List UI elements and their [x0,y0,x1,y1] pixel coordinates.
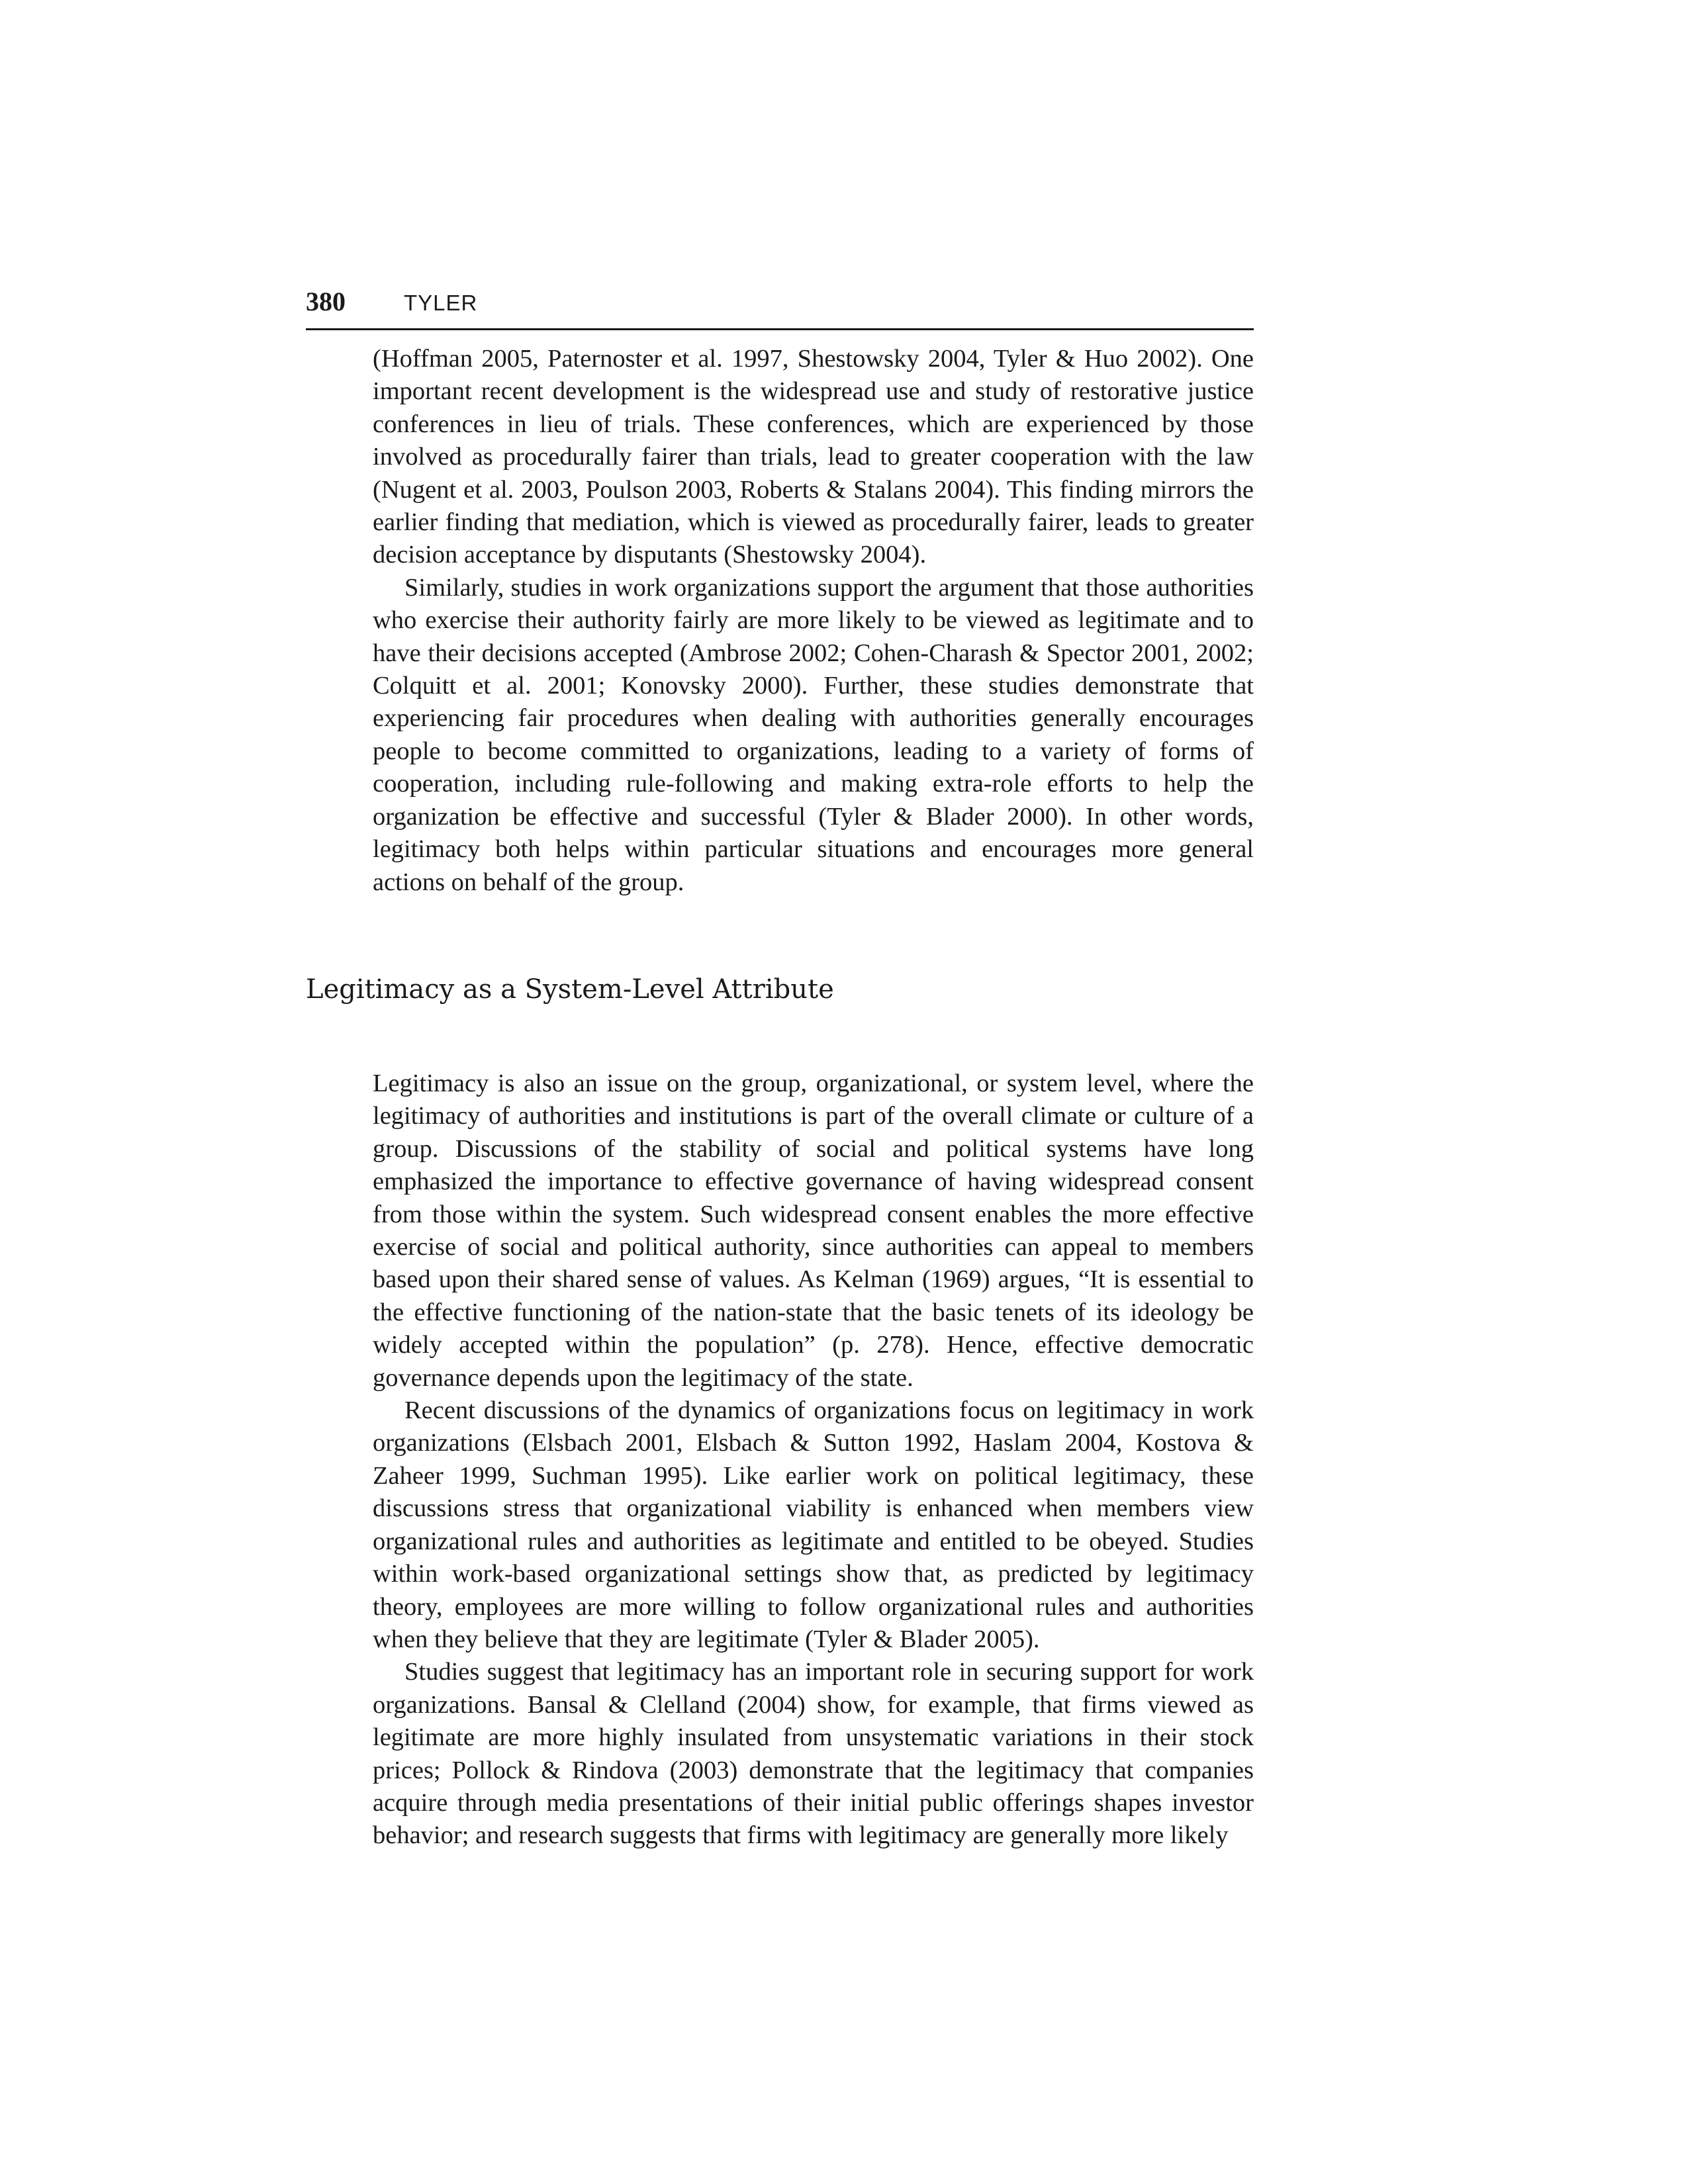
paragraph: Legitimacy is also an issue on the group, organizational, or system level, where the legitimacy of authorities and institutions is part of the overall climate or culture of a group. Discussions of the stability of social and political systems have long emphasized the importance to effective governance of having widespread consent from those within the system. Such widespread consent enables the more effective exercise of social and political authority, since authorities can appeal to members based upon their shared sense of values. As Kelman (1969) argues, “It is essential to the effective functioning of the nation-state that the basic tenets of its ideology be widely accepted within the population” (p. 278). Hence, effective democratic governance depends upon the legitimacy of the state. [373,1069,1254,1392]
paragraph: Studies suggest that legitimacy has an important role in securing support for work organizations. Bansal & Clelland (2004) show, for example, that firms viewed as legitimate are more highly insulated from unsystematic variations in their stock prices; Pollock & Rindova (2003) demonstrate that the legitimacy that companies acquire through media presentations of their initial public offerings shapes investor behavior; and research suggests that firms with legitimacy are generally more likely [373,1658,1254,1850]
paragraph: Similarly, studies in work organizations support the argument that those authorities who exercise their authority fairly are more likely to be viewed as legitimate and to have their decisions accepted (Ambrose 2002; Cohen-Charash & Spector 2001, 2002; Colquitt et al. 2001; Konovsky 2000). Further, these studies demonstrate that experiencing fair procedures when dealing with authorities generally encourages people to become committed to organizations, leading to a variety of forms of cooperation, including rule-following and making extra-role efforts to help the organization be effective and successful (Tyler & Blader 2000). In other words, legitimacy both helps within particular situations and encourages more general actions on behalf of the group. [373,573,1254,896]
section-heading: Legitimacy as a System-Level Attribute [306,974,834,1005]
paragraph: (Hoffman 2005, Paternoster et al. 1997, Shestowsky 2004, Tyler & Huo 2002). One important recent development is the widespread use and study of restorative justice conferences in lieu of trials. These conferences, which are experienced by those involved as procedurally fairer than trials, lead to greater cooperation with the law (Nugent et al. 2003, Poulson 2003, Roberts & Stalans 2004). This finding mirrors the earlier finding that mediation, which is viewed as procedurally fairer, leads to greater decision acceptance by disputants (Shestowsky 2004). [373,345,1254,569]
running-header [306,286,1254,330]
paragraph: Recent discussions of the dynamics of organizations focus on legitimacy in work organizations (Elsbach 2001, Elsbach & Sutton 1992, Haslam 2004, Kostova & Zaheer 1999, Suchman 1995). Like earlier work on political legitimacy, these discussions stress that organizational viability is enhanced when members view organizational rules and authorities as legitimate and entitled to be obeyed. Studies within work-based organizational settings show that, as predicted by legitimacy theory, employees are more willing to follow organizational rules and authorities when they believe that they are legitimate (Tyler & Blader 2005). [373,1396,1254,1653]
page-number: 380 [306,287,346,316]
continued-text-block [373,343,1254,899]
section-text-block [373,1068,1254,1852]
running-title: TYLER [404,291,478,315]
